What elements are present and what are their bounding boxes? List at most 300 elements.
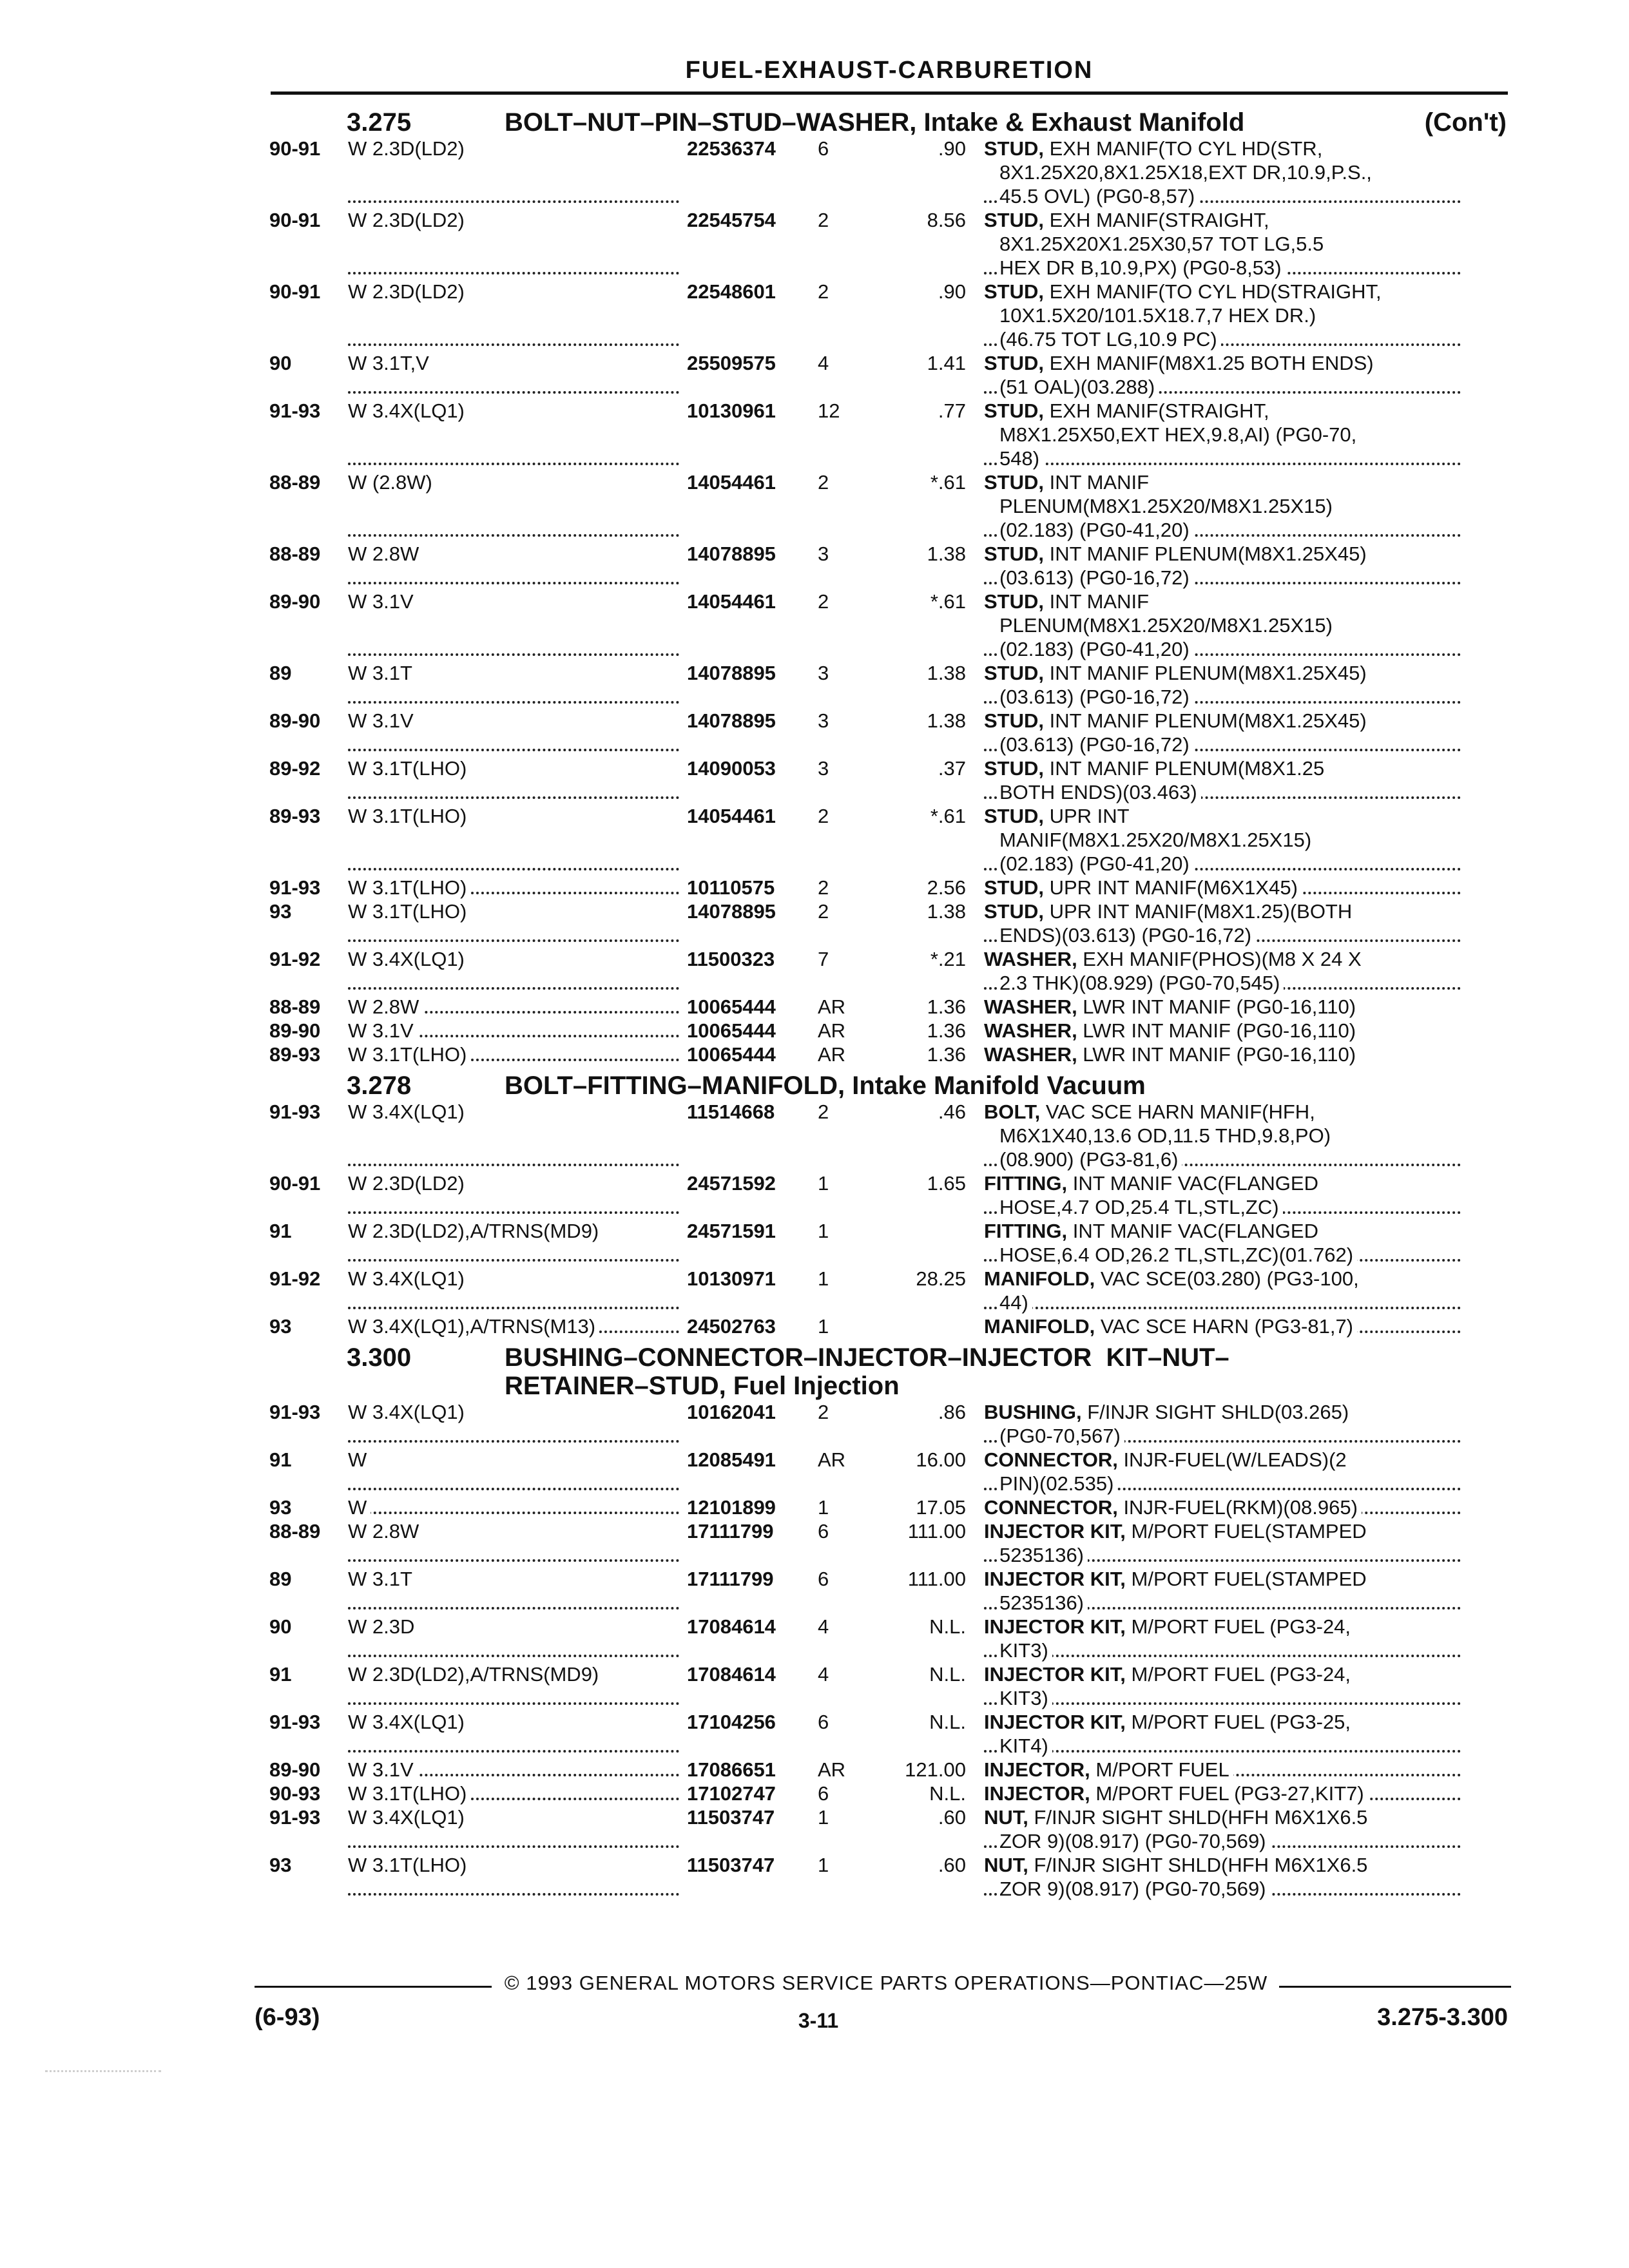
item-detail: PLENUM(M8X1.25X20/M8X1.25X15) [999,614,1333,637]
part-row [269,661,1513,709]
item-detail: F/INJR SIGHT SHLD(HFH M6X1X6.5 [1028,1806,1368,1829]
description [984,399,1461,470]
description-text [999,733,1193,756]
dot-leader [984,463,1461,465]
application [348,1805,683,1853]
part-number: 14078895 [687,662,776,684]
price [876,1219,984,1267]
description [984,137,1461,208]
item-detail: INT MANIF [1044,471,1150,494]
description [984,756,1461,804]
part-number: 14054461 [687,471,776,494]
model-years: 88-89 [269,543,321,565]
application [348,876,683,899]
item-detail: M/PORT FUEL (PG3-24, [1125,1615,1351,1638]
application [348,590,683,661]
description-line [984,661,1461,685]
part-number: 17104256 [687,1711,776,1733]
description-line [984,1710,1461,1734]
description-text [999,304,1320,327]
model-years: 88-89 [269,995,321,1018]
item-detail: 5235136) [999,1544,1084,1566]
description-line [984,1472,1461,1495]
dot-leader [348,1211,679,1214]
application [348,1043,683,1066]
description-line [984,1043,1461,1066]
item-name: STUD, [984,352,1044,374]
price [876,1314,984,1338]
item-name: INJECTOR KIT, [984,1711,1126,1733]
price: 1.41 [927,352,966,374]
item-detail: (02.183) (PG0-41,20) [999,852,1190,875]
application [348,1019,683,1043]
item-name: STUD, [984,900,1044,923]
description-line [984,566,1461,590]
application [348,995,683,1019]
item-detail: M8X1.25X50,EXT HEX,9.8,AI) (PG0-70, [999,423,1357,446]
application-text: W 3.1T(LHO) [348,1043,470,1066]
dot-leader [348,1845,679,1848]
application [348,947,683,995]
description-text [999,1196,1283,1218]
description-line [984,1829,1461,1853]
application-text: W 3.1T [348,662,416,684]
model-years: 90-91 [269,280,321,303]
section-title [505,108,1513,137]
model-years: 91-92 [269,1267,321,1290]
description-text [999,519,1193,541]
quantity: AR [818,1758,846,1781]
part-number: 24571591 [687,1220,776,1242]
section-heading [269,1072,1513,1100]
description-text [999,495,1336,517]
item-detail: BOTH ENDS)(03.463) [999,781,1197,803]
quantity: 2 [818,280,829,303]
application-text: W 2.3D(LD2),A/TRNS(MD9) [348,1220,602,1242]
item-detail: KIT3) [999,1687,1048,1709]
item-name: WASHER, [984,1019,1077,1042]
description [984,661,1461,709]
description-line [984,1734,1461,1758]
item-name: STUD, [984,709,1044,732]
item-detail: M/PORT FUEL (PG3-24, [1125,1663,1351,1686]
item-detail: F/INJR SIGHT SHLD(HFH M6X1X6.5 [1028,1854,1368,1876]
application [348,756,683,804]
item-detail: INJR-FUEL(W/LEADS)(2 [1117,1448,1347,1471]
description-line [984,542,1461,566]
quantity: 3 [818,757,829,780]
description-line [984,828,1461,852]
model-years: 90-91 [269,137,321,160]
item-detail: EXH MANIF(TO CYL HD(STRAIGHT, [1044,280,1382,303]
item-name: CONNECTOR, [984,1448,1118,1471]
part-number: 10130971 [687,1267,776,1290]
model-years: 91 [269,1663,292,1686]
application-text: W 3.1T(LHO) [348,1854,470,1876]
application [348,1314,683,1338]
description [984,1805,1461,1853]
item-detail: (02.183) (PG0-41,20) [999,519,1190,541]
application [348,709,683,756]
part-row [269,756,1513,804]
part-row [269,1567,1513,1615]
description-line [984,1686,1461,1710]
section-title-text: BOLT–NUT–PIN–STUD–WASHER, Intake & Exhaust Manifold [505,108,1245,137]
description-text [999,376,1159,398]
application [348,351,683,399]
model-years: 91-93 [269,1806,321,1829]
dot-leader [348,1607,679,1610]
application-text: W 2.3D(LD2) [348,137,468,160]
price: 1.36 [927,995,966,1018]
description-line [984,1291,1461,1314]
description-line [984,1424,1461,1448]
description-text [999,233,1327,255]
item-detail: 44) [999,1291,1028,1314]
description-text [999,256,1286,279]
application [348,661,683,709]
application [348,1448,683,1495]
price: 16.00 [916,1448,966,1471]
part-number: 14054461 [687,805,776,827]
description-text [984,1172,1322,1195]
application-text: W 2.8W [348,1520,423,1542]
part-number: 17084614 [687,1663,776,1686]
quantity: 6 [818,1711,829,1733]
item-name: MANIFOLD, [984,1315,1095,1338]
item-detail: EXH MANIF(STRAIGHT, [1044,209,1269,231]
description-text [984,137,1326,160]
description-text [999,1425,1124,1447]
description [984,709,1461,756]
price: .77 [938,399,966,422]
description-text [984,1100,1319,1123]
application [348,1519,683,1567]
description-text [999,614,1336,637]
part-row [269,1805,1513,1853]
quantity: 7 [818,948,829,970]
item-detail: INT MANIF PLENUM(M8X1.25X45) [1044,709,1367,732]
item-detail: INT MANIF PLENUM(M8X1.25 [1044,757,1325,780]
application [348,1758,683,1782]
model-years: 90 [269,352,292,374]
item-detail: 8X1.25X20,8X1.25X18,EXT DR,10.9,P.S., [999,161,1372,184]
description-line [984,1148,1461,1171]
description-line [984,1782,1461,1805]
description-text [999,447,1043,470]
header-rule [271,91,1508,95]
part-row [269,1853,1513,1901]
item-detail: M/PORT FUEL(STAMPED [1125,1568,1367,1590]
description-text [999,1244,1357,1266]
item-detail: (51 OAL)(03.288) [999,376,1155,398]
section-heading [269,1343,1513,1400]
part-row [269,1219,1513,1267]
description-text [999,972,1284,994]
item-detail: VAC SCE HARN MANIF(HFH, [1040,1100,1315,1123]
description-line [984,1495,1461,1519]
part-row [269,280,1513,351]
application-text: W 3.1T(LHO) [348,805,470,827]
quantity: 1 [818,1806,829,1829]
model-years: 89 [269,662,292,684]
model-years: 88-89 [269,1520,321,1542]
price: .90 [938,280,966,303]
item-detail: 10X1.5X20/101.5X18.7,7 HEX DR.) [999,304,1316,327]
description-line [984,971,1461,995]
description-line [984,518,1461,542]
description-text [984,1568,1371,1590]
part-number: 10130961 [687,399,776,422]
item-name: STUD, [984,805,1044,827]
item-detail: M/PORT FUEL (PG3-27,KIT7) [1090,1782,1364,1805]
part-number: 17102747 [687,1782,776,1805]
description-text [984,995,1360,1018]
quantity: 2 [818,876,829,899]
description [984,1400,1461,1448]
price: .60 [938,1854,966,1876]
description-line [984,280,1461,303]
model-years: 89-90 [269,1019,321,1042]
part-number: 10065444 [687,1019,776,1042]
item-name: CONNECTOR, [984,1496,1118,1519]
item-name: WASHER, [984,995,1077,1018]
description [984,1019,1461,1043]
description-line [984,947,1461,971]
description-text [999,185,1199,207]
description-line [984,208,1461,232]
part-number: 14078895 [687,543,776,565]
quantity: 2 [818,900,829,923]
application-text: W 3.1V [348,1758,418,1781]
description-line [984,1543,1461,1567]
part-number: 22545754 [687,209,776,231]
description-line [984,1639,1461,1662]
description [984,280,1461,351]
application-text: W 3.1V [348,590,418,613]
description-text [984,1401,1353,1423]
item-detail: KIT4) [999,1735,1048,1757]
description-line [984,399,1461,423]
quantity: 1 [818,1315,829,1338]
application-text: W 3.4X(LQ1) [348,1806,468,1829]
description-line [984,303,1461,327]
item-detail: VAC SCE(03.280) (PG3-100, [1095,1267,1359,1290]
description-line [984,590,1461,613]
price: .90 [938,137,966,160]
dot-leader [348,463,679,465]
application [348,208,683,280]
section-title: BUSHING–CONNECTOR–INJECTOR–INJECTOR KIT–NUT– RETAINER–STUD, Fuel Injection [505,1343,1229,1400]
quantity: AR [818,1448,846,1471]
description-line [984,1853,1461,1877]
dot-leader [348,1655,679,1657]
item-detail: (46.75 TOT LG,10.9 PC) [999,328,1217,351]
item-name: STUD, [984,280,1044,303]
item-name: INJECTOR, [984,1758,1090,1781]
item-name: INJECTOR, [984,1782,1090,1805]
part-row [269,208,1513,280]
item-detail: 5235136) [999,1591,1084,1614]
part-row [269,1171,1513,1219]
part-row [269,1267,1513,1314]
item-detail: 2.3 THK)(08.929) (PG0-70,545) [999,972,1280,994]
description [984,590,1461,661]
part-number: 11503747 [687,1806,775,1829]
model-years: 90 [269,1615,292,1638]
description [984,1519,1461,1567]
description [984,1267,1461,1314]
application [348,1219,683,1267]
description-text [984,1806,1371,1829]
quantity: AR [818,1019,846,1042]
model-years: 91-93 [269,1100,321,1123]
description-text [984,1496,1362,1519]
price: 28.25 [916,1267,966,1290]
application-text: W 2.3D(LD2) [348,280,468,303]
description [984,1567,1461,1615]
description [984,1100,1461,1171]
description-line [984,852,1461,876]
description-line [984,637,1461,661]
item-detail: F/INJR SIGHT SHLD(03.265) [1081,1401,1349,1423]
footer-rule-left [255,1986,492,1988]
description-text [999,1544,1088,1566]
application-text: W 3.4X(LQ1) [348,1711,468,1733]
price: 111.00 [907,1520,966,1542]
part-row [269,947,1513,995]
description-line [984,447,1461,470]
price: 1.38 [927,900,966,923]
price: 1.36 [927,1043,966,1066]
price: 1.38 [927,662,966,684]
item-detail: UPR INT MANIF(M8X1.25)(BOTH [1044,900,1353,923]
price: 1.38 [927,543,966,565]
item-detail: M/PORT FUEL(STAMPED [1125,1520,1367,1542]
description-line [984,1124,1461,1148]
item-detail: M6X1X40,13.6 OD,11.5 THD,9.8,PO) [999,1124,1331,1147]
description-text [984,1854,1371,1876]
application-text: W 2.8W [348,995,423,1018]
page-header-title: FUEL-EXHAUST-CARBURETION [685,57,1094,84]
description-line [984,923,1461,947]
price: N.L. [929,1782,966,1805]
description-text [984,757,1328,780]
model-years: 89-92 [269,757,321,780]
model-years: 91-93 [269,399,321,422]
item-detail: ZOR 9)(08.917) (PG0-70,569) [999,1830,1266,1852]
item-detail: INT MANIF [1044,590,1150,613]
application [348,1853,683,1901]
description-text [999,423,1360,446]
description-line [984,1100,1461,1124]
footer-page-number: 3-11 [798,2009,839,2032]
part-number: 11514668 [687,1100,775,1123]
dot-leader [348,1893,679,1896]
dot-leader [984,1750,1461,1753]
price: N.L. [929,1711,966,1733]
item-name: STUD, [984,471,1044,494]
part-number: 24571592 [687,1172,776,1195]
description-line [984,995,1461,1019]
price: 111.00 [907,1568,966,1590]
dot-leader [348,1164,679,1166]
dot-leader [348,939,679,942]
description [984,1448,1461,1495]
description [984,1758,1461,1782]
application [348,1171,683,1219]
footer-date: (6-93) [255,2004,320,2031]
description-line [984,1019,1461,1043]
quantity: 2 [818,209,829,231]
model-years: 90-91 [269,209,321,231]
part-row [269,542,1513,590]
application-text: W [348,1448,371,1471]
item-detail: 8X1.25X20X1.25X30,57 TOT LG,5.5 [999,233,1324,255]
quantity: 1 [818,1267,829,1290]
footer-section-range: 3.275-3.300 [1377,2004,1508,2031]
item-name: STUD, [984,543,1044,565]
description [984,1662,1461,1710]
description-text [999,1591,1088,1614]
item-name: STUD, [984,876,1044,899]
price: 1.65 [927,1172,966,1195]
description-line [984,1267,1461,1291]
dot-leader [348,1440,679,1443]
part-row [269,709,1513,756]
description [984,208,1461,280]
application-text: W 3.4X(LQ1),A/TRNS(M13) [348,1315,599,1338]
quantity: 12 [818,399,840,422]
model-years: 89-93 [269,1043,321,1066]
part-row [269,1495,1513,1519]
description-text [999,1472,1117,1495]
application [348,542,683,590]
description-text [999,1124,1335,1147]
part-number: 17111799 [687,1520,774,1542]
section-number: 3.278 [347,1072,412,1100]
part-row [269,1448,1513,1495]
description-line [984,685,1461,709]
quantity: 2 [818,471,829,494]
description-text [984,1711,1354,1733]
quantity: 2 [818,1100,829,1123]
item-detail: UPR INT [1044,805,1130,827]
part-number: 11500323 [687,948,775,970]
item-detail: INJR-FUEL(RKM)(08.965) [1117,1496,1358,1519]
dot-leader [348,1307,679,1309]
item-detail: M/PORT FUEL [1090,1758,1229,1781]
description-text [984,1019,1360,1042]
price: 2.56 [927,876,966,899]
price: .86 [938,1401,966,1423]
description-text [984,543,1371,565]
description-line [984,1877,1461,1901]
application-text: W 3.1T [348,1568,416,1590]
footer-rule-right [1279,1986,1511,1988]
dot-leader [348,1259,679,1262]
quantity: 3 [818,662,829,684]
price: .46 [938,1100,966,1123]
model-years: 89-93 [269,805,321,827]
application-text: W 3.1V [348,1019,418,1042]
description-text [999,1639,1052,1662]
description-line [984,494,1461,518]
item-detail: (03.613) (PG0-16,72) [999,686,1190,708]
description-text [984,662,1371,684]
description-text [984,471,1153,494]
description [984,804,1461,876]
